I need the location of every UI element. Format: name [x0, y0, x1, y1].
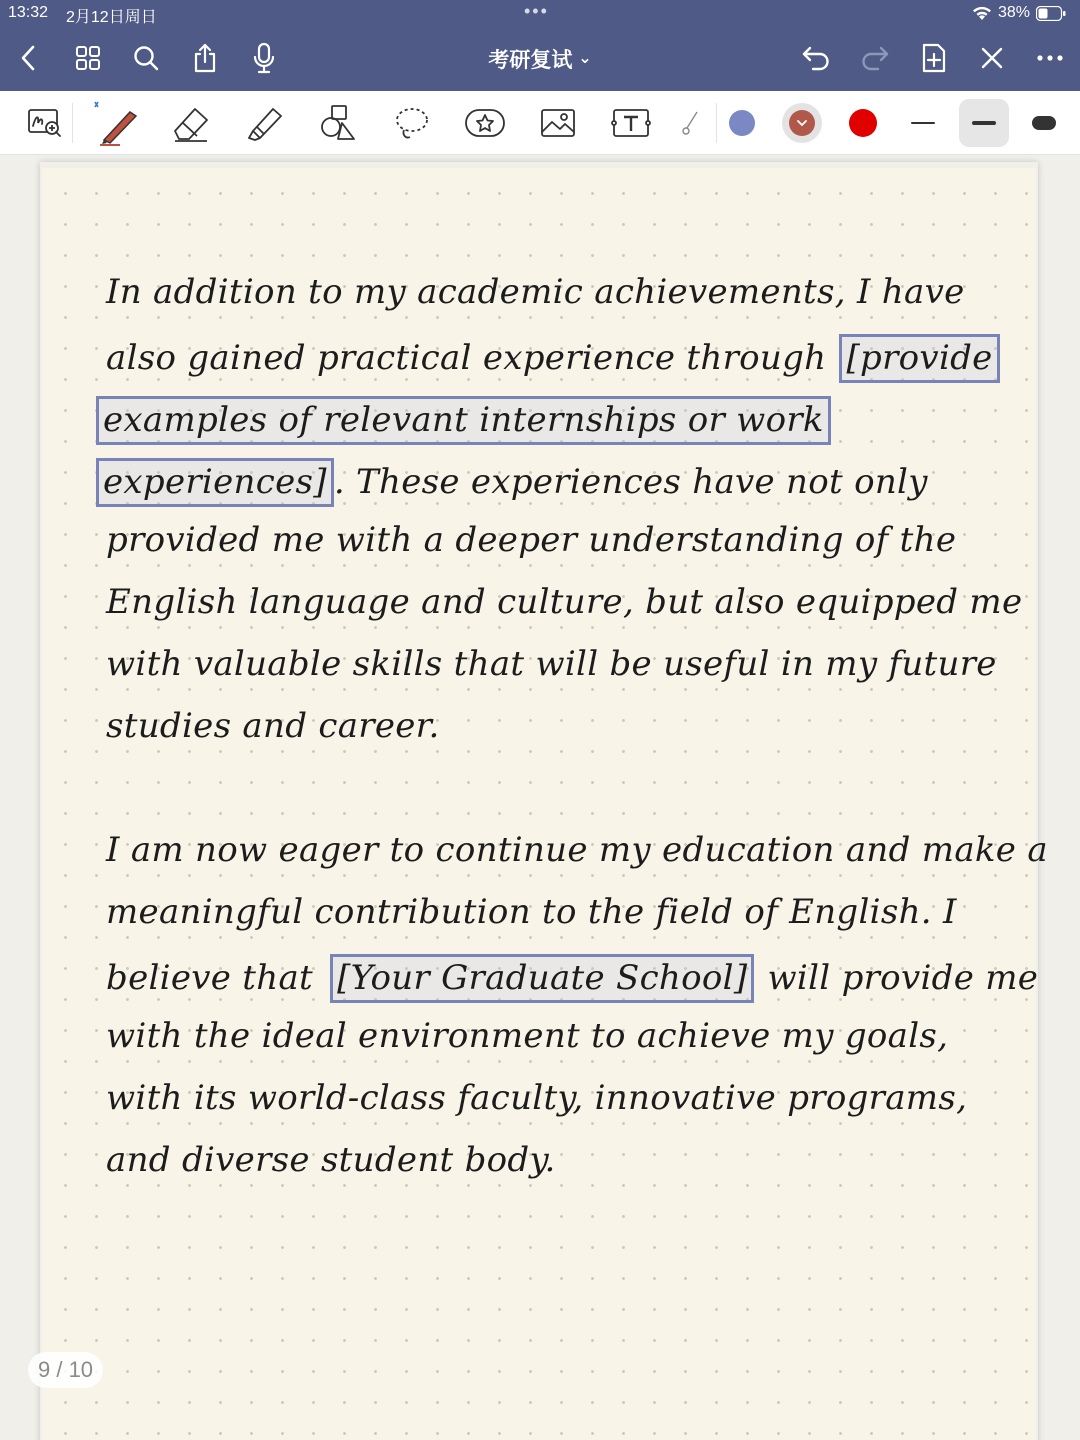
battery-percent: 38%	[997, 4, 1030, 21]
note-text: believe that	[106, 958, 313, 998]
color-dot-brown	[789, 110, 815, 136]
pen-icon[interactable]	[88, 97, 142, 149]
color-dot-red	[849, 109, 877, 137]
title-chevron-down-icon[interactable]: ⌄	[578, 50, 592, 67]
note-text: I am now eager to continue my education and make a	[106, 830, 1048, 870]
drawing-toolbar	[0, 91, 1080, 155]
note-text: provided me with a deeper understanding of the	[106, 520, 957, 560]
note-line	[96, 396, 827, 445]
note-text: In addition to my academic achievements, I have	[106, 272, 965, 312]
note-line	[106, 520, 956, 560]
more-options-icon[interactable]	[1032, 40, 1068, 76]
note-text: and diverse student body.	[106, 1140, 556, 1180]
note-line	[106, 582, 1022, 622]
note-line	[106, 1016, 948, 1056]
grid-view-icon[interactable]	[70, 40, 106, 76]
top-bar	[0, 0, 1080, 91]
highlighter-icon[interactable]	[238, 97, 292, 149]
search-icon[interactable]	[128, 40, 164, 76]
share-icon[interactable]	[187, 40, 223, 76]
handwriting-zoom-icon[interactable]	[18, 97, 72, 149]
note-text: also gained practical experience through	[106, 338, 827, 378]
stroke-width-thick[interactable]	[1019, 99, 1069, 147]
multitasking-dots-icon[interactable]: •••	[524, 1, 549, 21]
color-swatch-brown-selected[interactable]	[782, 103, 822, 143]
note-line	[106, 644, 997, 684]
lasso-icon[interactable]	[385, 97, 439, 149]
placeholder-highlight-box[interactable]: examples of relevant internships or work	[96, 396, 831, 445]
note-line	[106, 706, 440, 746]
note-line	[96, 458, 928, 507]
notebook-title-label[interactable]: 考研复试	[488, 49, 573, 72]
note-text: . These experiences have not only	[333, 462, 928, 502]
note-text: will provide me	[767, 958, 1039, 998]
note-text: English language and culture, but also equipped me	[106, 582, 1023, 622]
placeholder-highlight-box[interactable]: [Your Graduate School]	[330, 954, 754, 1003]
text-box-icon[interactable]	[604, 97, 658, 149]
wifi-icon	[972, 5, 992, 21]
laser-pointer-icon[interactable]	[676, 97, 706, 149]
undo-icon[interactable]	[798, 40, 834, 76]
note-line	[106, 830, 1048, 870]
placeholder-highlight-box[interactable]: [provide	[839, 334, 999, 383]
note-line	[106, 334, 996, 383]
page-indicator[interactable]: 9 / 10	[28, 1352, 103, 1388]
note-text: with valuable skills that will be useful in my future	[106, 644, 997, 684]
stroke-width-medium[interactable]	[959, 99, 1009, 147]
status-date: 2月12日周日	[66, 9, 157, 26]
status-time: 13:32	[8, 4, 49, 21]
note-text: studies and career.	[106, 706, 440, 746]
add-page-icon[interactable]	[916, 40, 952, 76]
stroke-width-thin[interactable]	[898, 99, 948, 147]
note-line	[106, 1078, 967, 1118]
microphone-icon[interactable]	[246, 40, 282, 76]
shapes-icon[interactable]	[311, 97, 365, 149]
note-text: with its world-class faculty, innovative programs,	[106, 1078, 968, 1118]
color-swatch-red[interactable]	[845, 105, 881, 141]
eraser-icon[interactable]	[164, 97, 218, 149]
note-line	[106, 954, 1038, 1003]
color-swatch-slate[interactable]	[724, 105, 760, 141]
close-edit-icon[interactable]	[974, 40, 1010, 76]
battery-icon	[1036, 6, 1066, 21]
note-line	[106, 1140, 556, 1180]
sticker-icon[interactable]	[458, 97, 512, 149]
note-line	[106, 272, 965, 312]
placeholder-highlight-box[interactable]: experiences]	[96, 458, 334, 507]
note-text: with the ideal environment to achieve my goals,	[106, 1016, 949, 1056]
note-text: meaningful contribution to the field of English. I	[106, 892, 957, 932]
image-icon[interactable]	[531, 97, 585, 149]
back-icon[interactable]	[10, 40, 46, 76]
color-dot-slate	[729, 110, 755, 136]
redo-icon[interactable]	[857, 40, 893, 76]
note-line	[106, 892, 957, 932]
status-right	[972, 4, 1066, 22]
